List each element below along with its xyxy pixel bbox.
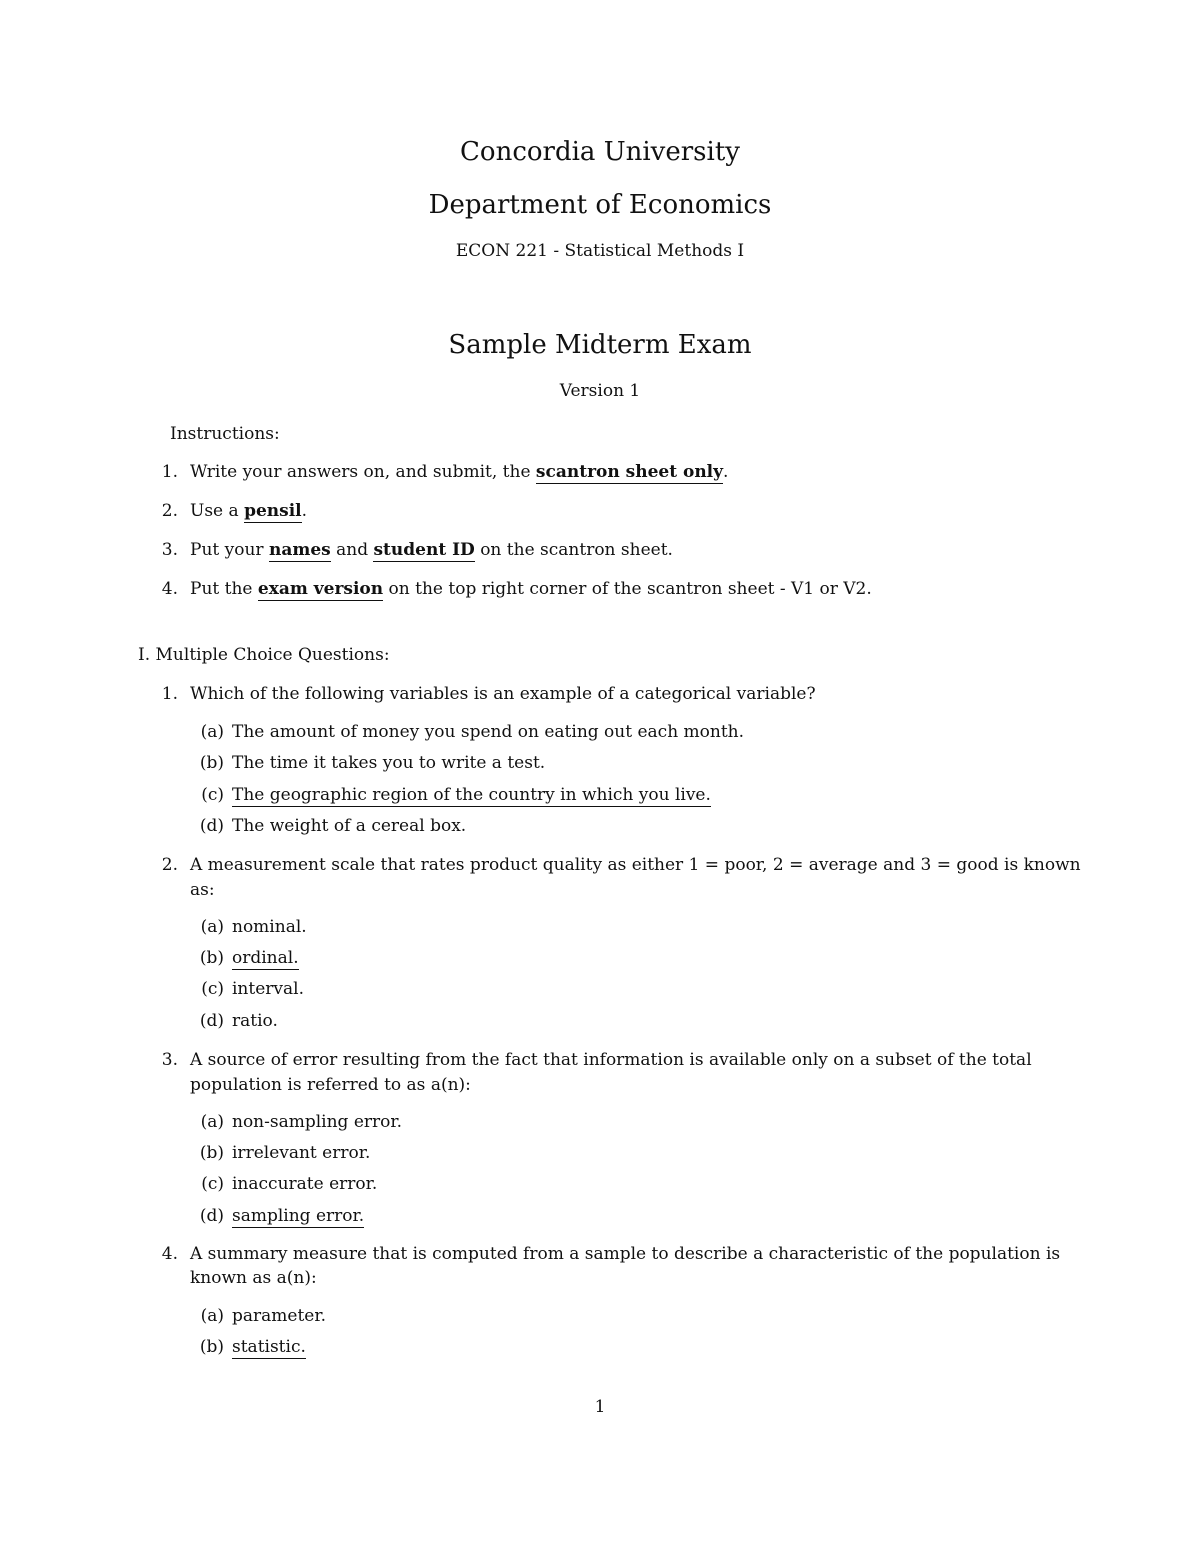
- question-number: 2.: [161, 855, 178, 875]
- option-label: (b): [199, 1143, 224, 1163]
- question-text: A measurement scale that rates product quality as either 1 = poor, 2 = average and 3 = good is known: [190, 855, 1081, 875]
- instruction-text: Use a: [190, 501, 245, 521]
- instruction-text: on the scantron sheet.: [474, 540, 673, 560]
- instruction-text: and: [330, 540, 374, 560]
- instruction-text: on the top right corner of the scantron sheet - V1 or V2.: [383, 579, 872, 599]
- course-title: ECON 221 - Statistical Methods I: [455, 241, 745, 261]
- exam-version: Version 1: [559, 381, 641, 401]
- question-text-continued: as:: [190, 880, 215, 900]
- option-text: non-sampling error.: [232, 1112, 403, 1132]
- instruction-emphasis: student ID: [373, 540, 475, 560]
- option-label: (c): [201, 1174, 224, 1194]
- option-label: (b): [199, 948, 224, 968]
- correct-option-text: sampling error.: [232, 1206, 365, 1226]
- option-text: ratio.: [232, 1011, 278, 1031]
- instruction-text: .: [301, 501, 308, 521]
- instruction-emphasis: scantron sheet only: [535, 462, 724, 482]
- question-text-continued: population is referred to as a(n):: [190, 1075, 471, 1095]
- instruction-number: 3.: [161, 540, 178, 560]
- instruction-number: 2.: [161, 501, 178, 521]
- correct-option-text: The geographic region of the country in which you live.: [232, 785, 711, 805]
- option-text: parameter.: [232, 1306, 327, 1326]
- instruction-emphasis: names: [268, 540, 331, 560]
- question-number: 4.: [161, 1244, 178, 1264]
- option-label: (d): [199, 1011, 224, 1031]
- correct-option-text: statistic.: [232, 1337, 306, 1357]
- option-label: (a): [200, 1306, 224, 1326]
- option-label: (b): [199, 1337, 224, 1357]
- question-text: A source of error resulting from the fact that information is available only on a subset of the total: [190, 1050, 1032, 1070]
- instruction-text: Write your answers on, and submit, the: [190, 462, 536, 482]
- option-text: interval.: [232, 979, 304, 999]
- option-label: (a): [200, 1112, 224, 1132]
- page-number: 1: [594, 1397, 606, 1417]
- option-text: The amount of money you spend on eating out each month.: [232, 722, 745, 742]
- option-label: (c): [201, 979, 224, 999]
- option-label: (a): [200, 917, 224, 937]
- instruction-emphasis: pensil: [244, 501, 302, 521]
- instruction-text: Put your: [190, 540, 269, 560]
- question-number: 3.: [161, 1050, 178, 1070]
- university-title: Concordia University: [460, 137, 740, 167]
- option-label: (b): [199, 753, 224, 773]
- option-text: inaccurate error.: [232, 1174, 378, 1194]
- section-heading: I. Multiple Choice Questions:: [138, 645, 390, 665]
- question-number: 1.: [161, 684, 178, 704]
- department-title: Department of Economics: [428, 190, 772, 220]
- option-text: The time it takes you to write a test.: [232, 753, 546, 773]
- instruction-number: 1.: [161, 462, 178, 482]
- instruction-number: 4.: [161, 579, 178, 599]
- instruction-text: .: [723, 462, 729, 482]
- option-label: (c): [201, 785, 224, 805]
- correct-option-text: ordinal.: [232, 948, 299, 968]
- exam-title: Sample Midterm Exam: [448, 330, 752, 360]
- question-text: Which of the following variables is an example of a categorical variable?: [190, 684, 816, 704]
- instruction-text: Put the: [190, 579, 258, 599]
- option-text: irrelevant error.: [232, 1143, 371, 1163]
- question-text-continued: known as a(n):: [190, 1268, 317, 1288]
- option-label: (d): [199, 1206, 224, 1226]
- question-text: A summary measure that is computed from a sample to describe a characteristic of the population is: [190, 1244, 1061, 1264]
- option-text: The weight of a cereal box.: [232, 816, 467, 836]
- option-label: (d): [199, 816, 224, 836]
- option-text: nominal.: [232, 917, 307, 937]
- instruction-emphasis: exam version: [257, 579, 384, 599]
- instructions-heading: Instructions:: [170, 424, 280, 444]
- option-label: (a): [200, 722, 224, 742]
